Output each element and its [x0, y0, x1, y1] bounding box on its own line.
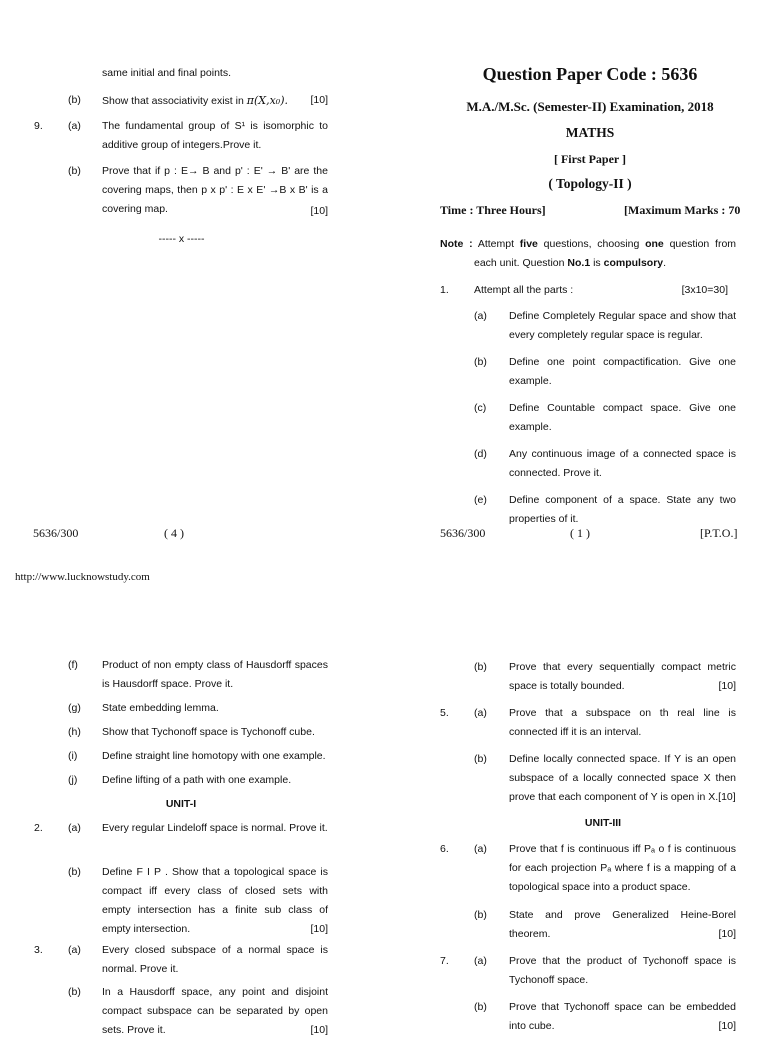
marks: [10]: [310, 94, 328, 106]
question-text: Every closed subspace of a normal space is normal. Prove it.: [102, 944, 328, 975]
question-3a: [34, 941, 328, 983]
note-emphasis-compulsory: compulsory: [603, 257, 664, 269]
sub-label: (d): [474, 448, 487, 460]
question-number: 6.: [440, 843, 449, 855]
source-url-link[interactable]: http://www.lucknowstudy.com: [15, 571, 150, 583]
sub-label: (g): [68, 702, 81, 714]
question-text: Prove that the product of Tychonoff space is Tychonoff space.: [509, 955, 736, 986]
question-text: The fundamental group of S¹ is isomorphic to additive group of integers.Prove it.: [102, 120, 328, 151]
fundamental-group-expression: π(X,x₀).: [246, 94, 288, 107]
exam-name: M.A./M.Sc. (Semester-II) Examination, 2018: [466, 99, 714, 114]
footer-page-number: ( 1 ): [570, 526, 590, 540]
sub-label: (b): [474, 1001, 487, 1013]
footer-code: 5636/300: [33, 526, 79, 540]
question-text: Show that Tychonoff space is Tychonoff cube.: [102, 726, 315, 738]
question-5a: [440, 704, 736, 750]
sub-label: (h): [68, 726, 81, 738]
question-number: 1.: [440, 284, 449, 296]
marks: [10]: [310, 205, 328, 217]
sub-label: (b): [474, 356, 487, 368]
question-1-parts: [474, 307, 736, 531]
marks: [10]: [310, 1024, 328, 1036]
question-8a-continuation: same initial and final points.: [102, 67, 231, 79]
question-text: Define locally connected space. If Y is an open subspace of a locally connected space X then prove that each component of Y is open in X.[10]: [509, 753, 736, 803]
subject: MATHS: [565, 125, 615, 140]
sub-label: (i): [68, 750, 78, 762]
question-number: 5.: [440, 707, 449, 719]
question-number: 7.: [440, 955, 449, 967]
footer-page-number: ( 4 ): [164, 526, 184, 540]
note-text: Attempt: [477, 238, 514, 250]
question-text: Define Countable compact space. Give one example.: [509, 402, 736, 433]
question-text: State and prove Generalized Heine-Borel theorem.: [509, 909, 736, 940]
question-7a: [440, 952, 736, 998]
question-text: Prove that a subspace on th real line is connected iff it is an interval.: [509, 707, 736, 738]
question-text: [102, 91, 288, 111]
marks: [10]: [718, 680, 736, 692]
question-2b: [34, 863, 328, 941]
question-text: Any continuous image of a connected space is connected. Prove it.: [509, 448, 736, 479]
sub-label: (e): [474, 494, 487, 506]
question-text: Product of non empty class of Hausdorff spaces is Hausdorff space. Prove it.: [102, 659, 328, 690]
marks: [3x10=30]: [681, 284, 728, 296]
sub-label: (a): [68, 822, 81, 834]
question-5b: [440, 750, 736, 814]
unit-heading: UNIT-III: [584, 817, 622, 829]
question-text: Define lifting of a path with one example.: [102, 774, 292, 786]
sub-label: (a): [474, 707, 487, 719]
question-part: [34, 699, 328, 723]
question-text: Attempt all the parts :: [474, 284, 574, 296]
question-part: [34, 771, 328, 795]
sub-label: (b): [474, 909, 487, 921]
question-part: [474, 399, 736, 445]
question-6a: [440, 840, 736, 906]
time-allowed: Time : Three Hours]: [440, 203, 546, 217]
question-part: [34, 747, 328, 771]
question-part: [474, 491, 736, 531]
sub-label: (a): [68, 944, 81, 956]
end-mark: ----- x -----: [158, 233, 205, 245]
question-part: [474, 307, 736, 353]
unit-heading: UNIT-I: [165, 798, 197, 810]
page-2-left: [34, 656, 328, 1043]
question-text-prefix: Show that associativity exist in: [102, 95, 244, 107]
question-1: [440, 281, 736, 300]
question-text: Define one point compactification. Give one example.: [509, 356, 736, 387]
question-number: 3.: [34, 944, 43, 956]
page-2-right: [440, 658, 736, 1038]
question-text: Define F I P . Show that a topological space is compact iff every class of closed sets with empty intersection has a finite sub class of empty intersection.: [102, 866, 328, 935]
question-9b: [34, 162, 328, 222]
question-text: Prove that f is continuous iff Pₐ o f is continuous for each projection Pₐ where f is a mapping of a topological space into a product space.: [509, 843, 736, 893]
sub-label: (a): [474, 843, 487, 855]
question-4b: [440, 658, 736, 704]
question-9a: [34, 117, 328, 157]
question-part: [34, 656, 328, 699]
sub-label: (f): [68, 659, 78, 671]
note-emphasis-five: five: [519, 238, 538, 250]
question-text: Define straight line homotopy with one example.: [102, 750, 326, 762]
question-2a: [34, 819, 328, 863]
question-number: 9.: [34, 120, 43, 132]
sub-label: (c): [474, 402, 487, 414]
question-part: [474, 353, 736, 399]
note-text: question from each unit. Question: [474, 238, 737, 269]
marks: [10]: [718, 1020, 736, 1032]
note-text: .: [663, 257, 667, 269]
sub-label: (b): [68, 165, 81, 177]
note-emphasis-question-1: No.1: [567, 257, 591, 269]
note-emphasis-one: one: [645, 238, 664, 250]
sub-label: (b): [474, 661, 487, 673]
marks: [10]: [718, 928, 736, 940]
question-part: [474, 445, 736, 491]
question-text: Every regular Lindeloff space is normal. Prove it.: [102, 822, 328, 834]
question-7b: [440, 998, 736, 1038]
question-8b: [34, 91, 328, 110]
note-text: questions, choosing: [543, 238, 640, 250]
sub-label: (b): [68, 94, 81, 106]
question-paper-code-title: Question Paper Code : 5636: [482, 64, 698, 84]
note-label: Note :: [440, 238, 473, 250]
question-text: Prove that Tychonoff space can be embedded into cube.: [509, 1001, 736, 1032]
question-text: In a Hausdorff space, any point and disjoint compact subspace can be separated by open sets. Prove it.: [102, 986, 328, 1036]
question-text: Prove that every sequentially compact metric space is totally bounded.: [509, 661, 736, 692]
paper-number: [ First Paper ]: [553, 152, 627, 166]
footer-pto: [P.T.O.]: [700, 526, 738, 540]
question-text: Define Completely Regular space and show that every completely regular space is regular.: [509, 310, 736, 341]
sub-label: (a): [68, 120, 81, 132]
maximum-marks: [Maximum Marks : 70: [624, 203, 741, 217]
question-part: [34, 723, 328, 747]
question-6b: [440, 906, 736, 952]
marks: [10]: [310, 923, 328, 935]
page-4: [34, 64, 328, 554]
sub-label: (b): [68, 866, 81, 878]
sub-label: (b): [474, 753, 487, 765]
sub-label: (a): [474, 955, 487, 967]
question-number: 2.: [34, 822, 43, 834]
question-text: Prove that if p : E→ B and p' : E' → B' are the covering maps, then p x p' : E x E' →B x B' is a covering map.: [102, 165, 328, 215]
sub-label: (j): [68, 774, 78, 786]
footer-code: 5636/300: [440, 526, 486, 540]
instructions-note: [440, 235, 736, 273]
question-3b: [34, 983, 328, 1043]
sub-label: (b): [68, 986, 81, 998]
sub-label: (a): [474, 310, 487, 322]
question-text: Define component of a space. State any two properties of it.: [509, 494, 736, 525]
question-text: State embedding lemma.: [102, 702, 219, 714]
note-text: is: [593, 257, 601, 269]
paper-topic: ( Topology-II ): [548, 176, 632, 191]
